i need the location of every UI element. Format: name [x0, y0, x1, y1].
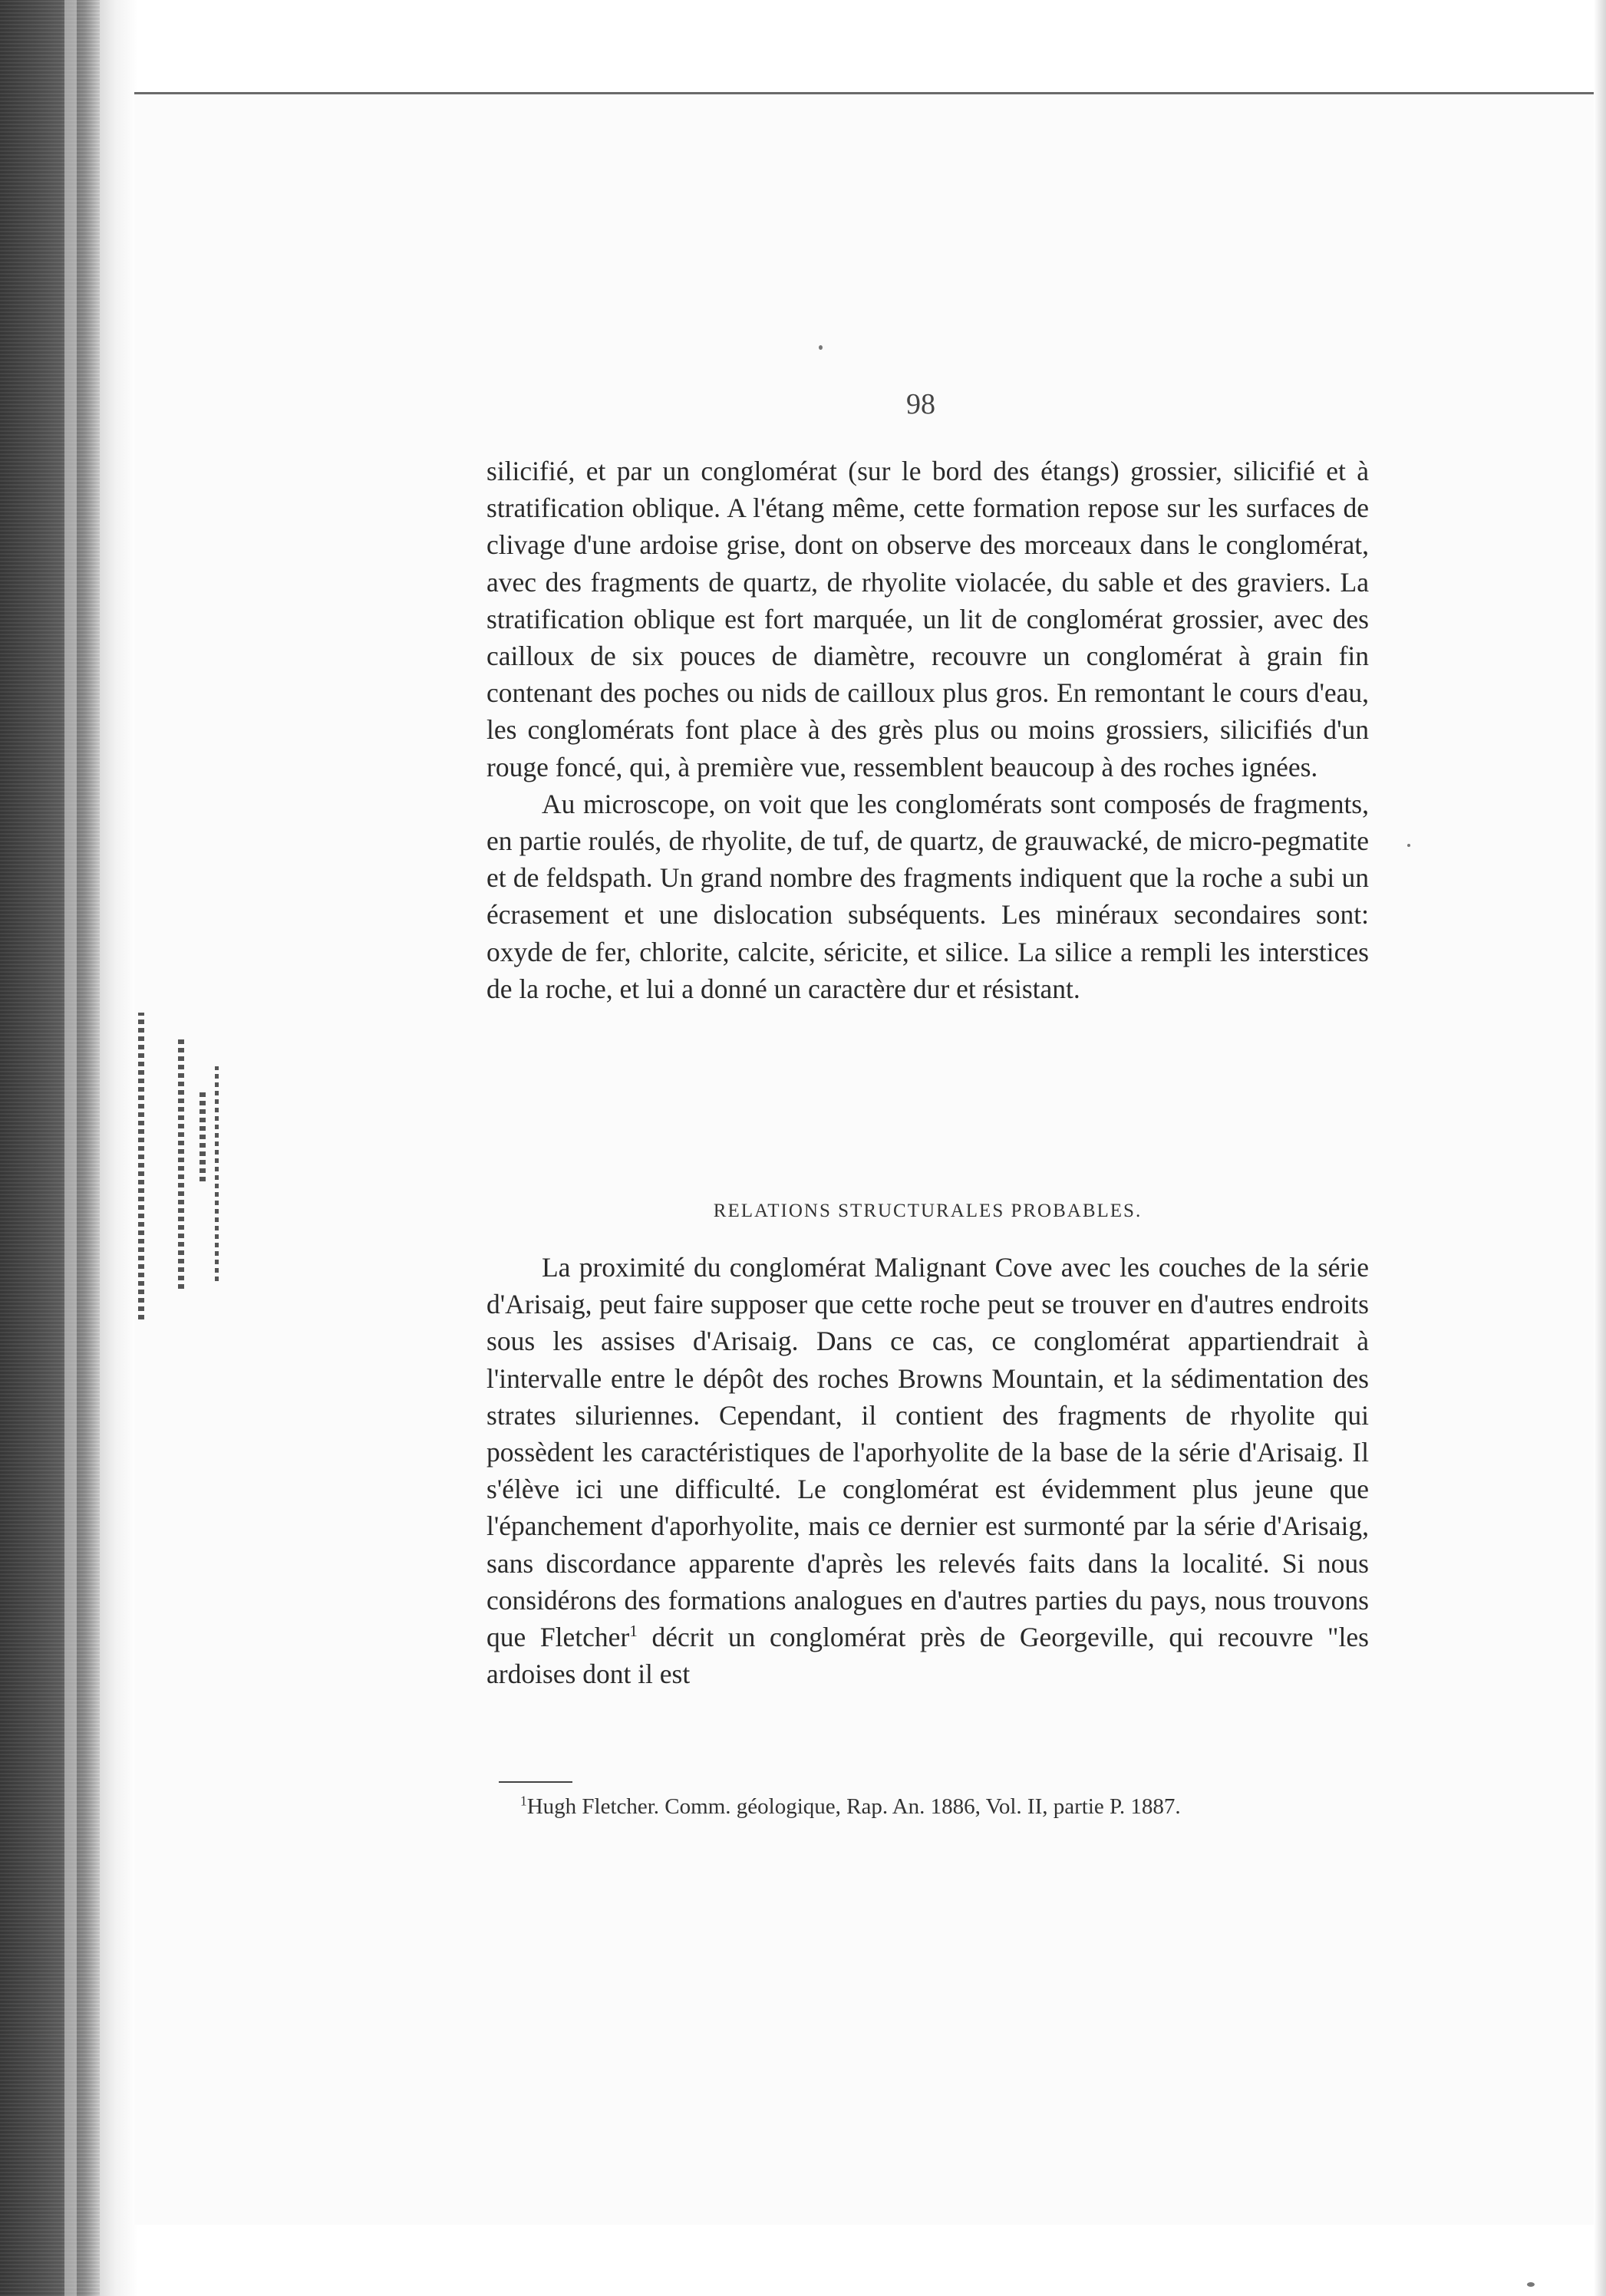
- spine-stamp: [130, 997, 223, 1396]
- footnote-marker: 1: [520, 1793, 527, 1809]
- paragraph-text: décrit un conglomérat près de Georgeville, qui recouvre "les ardoises dont il est: [486, 1622, 1369, 1690]
- binding-stripe: [64, 0, 77, 2296]
- footnote: [499, 1791, 1367, 1822]
- right-page-edge: [1594, 0, 1606, 2296]
- body-text-top: [486, 453, 1369, 1007]
- footnote-reference: 1: [629, 1622, 638, 1641]
- paper-speck: [1407, 844, 1410, 847]
- page-number: 98: [906, 388, 935, 420]
- paragraph: Au microscope, on voit que les conglomérats sont composés de fragments, en partie roulés, de rhyolite, de tuf, de quartz, de grauwacké, de micro-pegmatite et de feldspath. Un grand nombre des fragments indiquent que la roche a subi un écrasement et une dislocation subséquents. Les minéraux secondaires sont: oxyde de fer, chlorite, calcite, séricite, et silice. La silice a rempli les interstices de la roche, et lui a donné un caractère dur et résistant.: [486, 788, 1369, 1004]
- paper-speck: [1527, 2282, 1535, 2287]
- paragraph-text: La proximité du conglomérat Malignant Cove avec les couches de la série d'Arisaig, peut faire supposer que cette roche peut se trouver en d'autres endroits sous les assises d'Arisaig. Dans ce cas, ce conglomérat appartiendrait à l'intervalle entre le dépôt des roches Browns Mountain, et la sédimentation des strates siluriennes. Cependant, il contient des fragments de rhyolite qui possèdent les caractéristiques de l'aporhyolite de la base de la série d'Arisaig. Il s'élève ici une difficulté. Le conglomérat est évidemment plus jeune que l'épanchement d'aporhyolite, mais ce dernier est surmonté par la série d'Arisaig, sans discordance apparente d'après les relevés faits dans la localité. Si nous considérons des formations analogues en d'autres parties du pays, nous trouvons que Fletcher: [486, 1252, 1369, 1653]
- section-heading: RELATIONS STRUCTURALES PROBABLES.: [713, 1201, 1143, 1221]
- body-text-bottom: [486, 1249, 1369, 1692]
- footnote-divider: [499, 1781, 572, 1783]
- paragraph: silicifié, et par un conglomérat (sur le bord des étangs) grossier, silicifié et à stratification oblique. A l'étang même, cette formation repose sur les surfaces de clivage d'une ardoise grise, dont on observe des morceaux dans le conglomérat, avec des fragments de quartz, de rhyolite violacée, du sable et des graviers. La stratification oblique est fort marquée, un lit de conglomérat grossier, avec des cailloux de six pouces de diamètre, recouvre un conglomérat à grain fin contenant des poches ou nids de cailloux plus gros. En remontant le cours d'eau, les conglomérats font place à des grès plus ou moins grossiers, silicifiés d'un rouge foncé, qui, à première vue, ressemblent beaucoup à des roches ignées.: [486, 456, 1369, 782]
- paragraph: [486, 1249, 1369, 1692]
- book-binding: [0, 0, 100, 2296]
- page-sheet: [134, 92, 1596, 2225]
- paper-speck: [819, 345, 823, 350]
- footnote-text: Hugh Fletcher. Comm. géologique, Rap. An. 1886, Vol. II, partie P. 1887.: [526, 1794, 1181, 1819]
